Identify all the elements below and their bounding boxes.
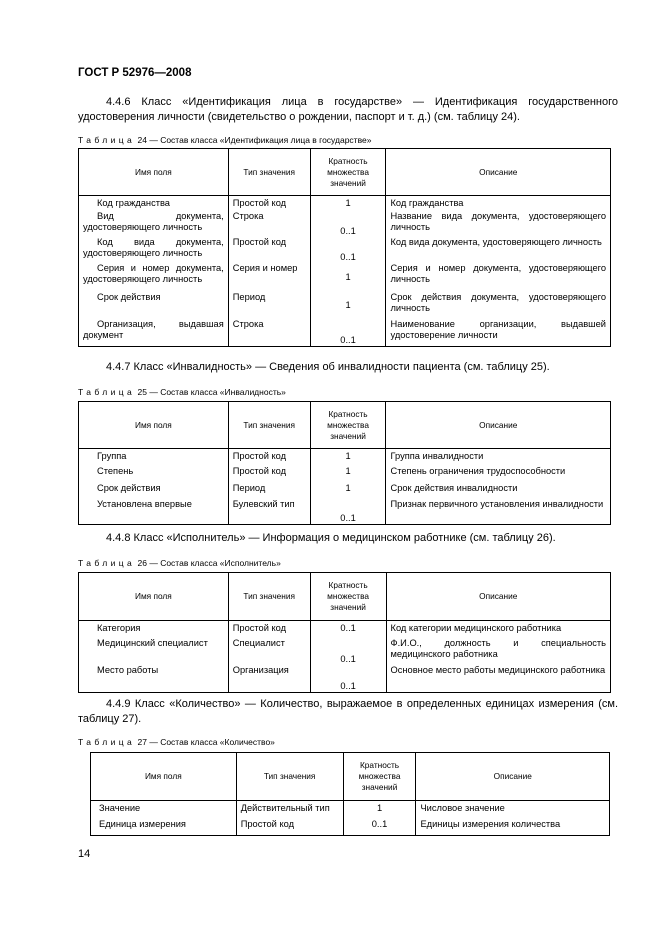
table-27-caption-text: 27 — Состав класса «Количество» [137, 737, 275, 747]
table-24 [78, 148, 611, 347]
table-25-caption [78, 387, 286, 397]
table-row [79, 263, 611, 292]
cell-description: Группа инвалидности [386, 449, 611, 466]
cell-name: Категория [79, 621, 229, 638]
table-24-caption [78, 135, 371, 145]
col-header-name: Имя поля [79, 573, 229, 621]
cell-name: Организация, выдавшая документ [79, 319, 229, 347]
col-header-type: Тип значения [236, 753, 343, 801]
cell-type: Простой код [228, 237, 310, 263]
cell-type: Простой код [228, 449, 310, 466]
col-header-name: Имя поля [79, 149, 229, 196]
section-4-4-6-text: 4.4.6 Класс «Идентификация лица в государстве» — Идентификация государственного удостоверения личности (свидетельство о рождении, паспорт и т. д.) (см. таблицу 24). [78, 96, 618, 123]
col-header-multiplicity: Кратность множества значений [343, 753, 416, 801]
col-header-name: Имя поля [79, 402, 229, 449]
cell-multiplicity: 1 [310, 466, 386, 483]
table-row [79, 499, 611, 525]
col-header-type: Тип значения [228, 573, 310, 621]
table-row [79, 466, 611, 483]
cell-multiplicity: 0..1 [310, 211, 386, 237]
cell-description: Код категории медицинского работника [386, 621, 610, 638]
cell-multiplicity: 0..1 [310, 319, 386, 347]
cell-type: Булевский тип [228, 499, 310, 525]
cell-name: Срок действия [79, 483, 229, 499]
col-header-description: Описание [386, 573, 610, 621]
col-header-multiplicity: Кратность множества значений [310, 573, 386, 621]
cell-name: Вид документа, удостоверяющего личность [79, 211, 229, 237]
table-27-caption [78, 737, 275, 747]
cell-multiplicity: 0..1 [310, 237, 386, 263]
cell-description: Срок действия инвалидности [386, 483, 611, 499]
page-number: 14 [78, 848, 91, 860]
cell-name: Группа [79, 449, 229, 466]
table-26-caption-text: 26 — Состав класса «Исполнитель» [137, 558, 281, 568]
section-4-4-7-text: 4.4.7 Класс «Инвалидность» — Сведения об инвалидности пациента (см. таблицу 25). [106, 361, 550, 373]
section-4-4-8 [78, 531, 618, 546]
col-header-description: Описание [386, 402, 611, 449]
section-4-4-9 [78, 697, 618, 727]
table-24-caption-text: 24 — Состав класса «Идентификация лица в государстве» [137, 135, 372, 145]
cell-type: Строка [228, 211, 310, 237]
cell-multiplicity: 0..1 [310, 621, 386, 638]
cell-description: Основное место работы медицинского работника [386, 665, 610, 693]
table-row [79, 211, 611, 237]
cell-description: Числовое значение [416, 801, 610, 819]
col-header-multiplicity: Кратность множества значений [310, 149, 386, 196]
table-row [79, 449, 611, 466]
table-26 [78, 572, 611, 693]
cell-multiplicity: 0..1 [310, 665, 386, 693]
cell-name: Значение [91, 801, 237, 819]
cell-description: Код гражданства [386, 196, 611, 211]
cell-name: Место работы [79, 665, 229, 693]
table-row [79, 621, 611, 638]
cell-multiplicity: 1 [310, 196, 386, 211]
document-header: ГОСТ Р 52976—2008 [78, 67, 192, 79]
cell-multiplicity: 0..1 [310, 499, 386, 525]
table-row [91, 801, 610, 819]
cell-description: Серия и номер документа, удостоверяющего личность [386, 263, 611, 292]
cell-multiplicity: 1 [310, 263, 386, 292]
cell-name: Установлена впервые [79, 499, 229, 525]
cell-type: Простой код [236, 819, 343, 836]
cell-multiplicity: 0..1 [343, 819, 416, 836]
cell-multiplicity: 1 [310, 292, 386, 319]
cell-type: Организация [228, 665, 310, 693]
section-4-4-9-text: 4.4.9 Класс «Количество» — Количество, выражаемое в определенных единицах измерения (см. таблицу 27). [78, 698, 618, 725]
cell-description: Единицы измерения количества [416, 819, 610, 836]
table-27-caption-prefix: Таблица [78, 737, 136, 747]
cell-multiplicity: 1 [310, 483, 386, 499]
cell-type: Специалист [228, 638, 310, 665]
section-4-4-6 [78, 95, 618, 125]
cell-type: Простой код [228, 621, 310, 638]
cell-type: Период [228, 483, 310, 499]
cell-type: Действительный тип [236, 801, 343, 819]
cell-name: Код вида документа, удостоверяющего личность [79, 237, 229, 263]
section-4-4-7 [78, 360, 618, 375]
cell-multiplicity: 1 [343, 801, 416, 819]
cell-name: Единица измерения [91, 819, 237, 836]
col-header-name: Имя поля [91, 753, 237, 801]
cell-name: Код гражданства [79, 196, 229, 211]
cell-description: Ф.И.О., должность и специальность медицинского работника [386, 638, 610, 665]
cell-name: Медицинский специалист [79, 638, 229, 665]
table-25-caption-prefix: Таблица [78, 387, 136, 397]
table-26-caption [78, 558, 281, 568]
cell-description: Код вида документа, удостоверяющего личность [386, 237, 611, 263]
table-27 [90, 752, 610, 836]
cell-description: Название вида документа, удостоверяющего личность [386, 211, 611, 237]
table-row [79, 638, 611, 665]
col-header-description: Описание [386, 149, 611, 196]
col-header-type: Тип значения [228, 402, 310, 449]
cell-type: Простой код [228, 196, 310, 211]
cell-name: Срок действия [79, 292, 229, 319]
cell-description: Признак первичного установления инвалидности [386, 499, 611, 525]
col-header-description: Описание [416, 753, 610, 801]
table-row [79, 237, 611, 263]
cell-type: Период [228, 292, 310, 319]
table-row [79, 665, 611, 693]
col-header-type: Тип значения [228, 149, 310, 196]
table-row [79, 292, 611, 319]
table-26-caption-prefix: Таблица [78, 558, 136, 568]
table-row [79, 483, 611, 499]
cell-type: Простой код [228, 466, 310, 483]
table-25-caption-text: 25 — Состав класса «Инвалидность» [137, 387, 286, 397]
cell-description: Срок действия документа, удостоверяющего личность [386, 292, 611, 319]
table-row [91, 819, 610, 836]
cell-type: Серия и номер [228, 263, 310, 292]
table-row [79, 319, 611, 347]
cell-multiplicity: 0..1 [310, 638, 386, 665]
cell-description: Наименование организации, выдавшей удостоверение личности [386, 319, 611, 347]
table-24-caption-prefix: Таблица [78, 135, 136, 145]
section-4-4-8-text: 4.4.8 Класс «Исполнитель» — Информация о медицинском работнике (см. таблицу 26). [106, 532, 556, 544]
cell-name: Степень [79, 466, 229, 483]
col-header-multiplicity: Кратность множества значений [310, 402, 386, 449]
table-25 [78, 401, 611, 525]
table-row [79, 196, 611, 211]
cell-multiplicity: 1 [310, 449, 386, 466]
cell-type: Строка [228, 319, 310, 347]
cell-name: Серия и номер документа, удостоверяющего личность [79, 263, 229, 292]
cell-description: Степень ограничения трудоспособности [386, 466, 611, 483]
